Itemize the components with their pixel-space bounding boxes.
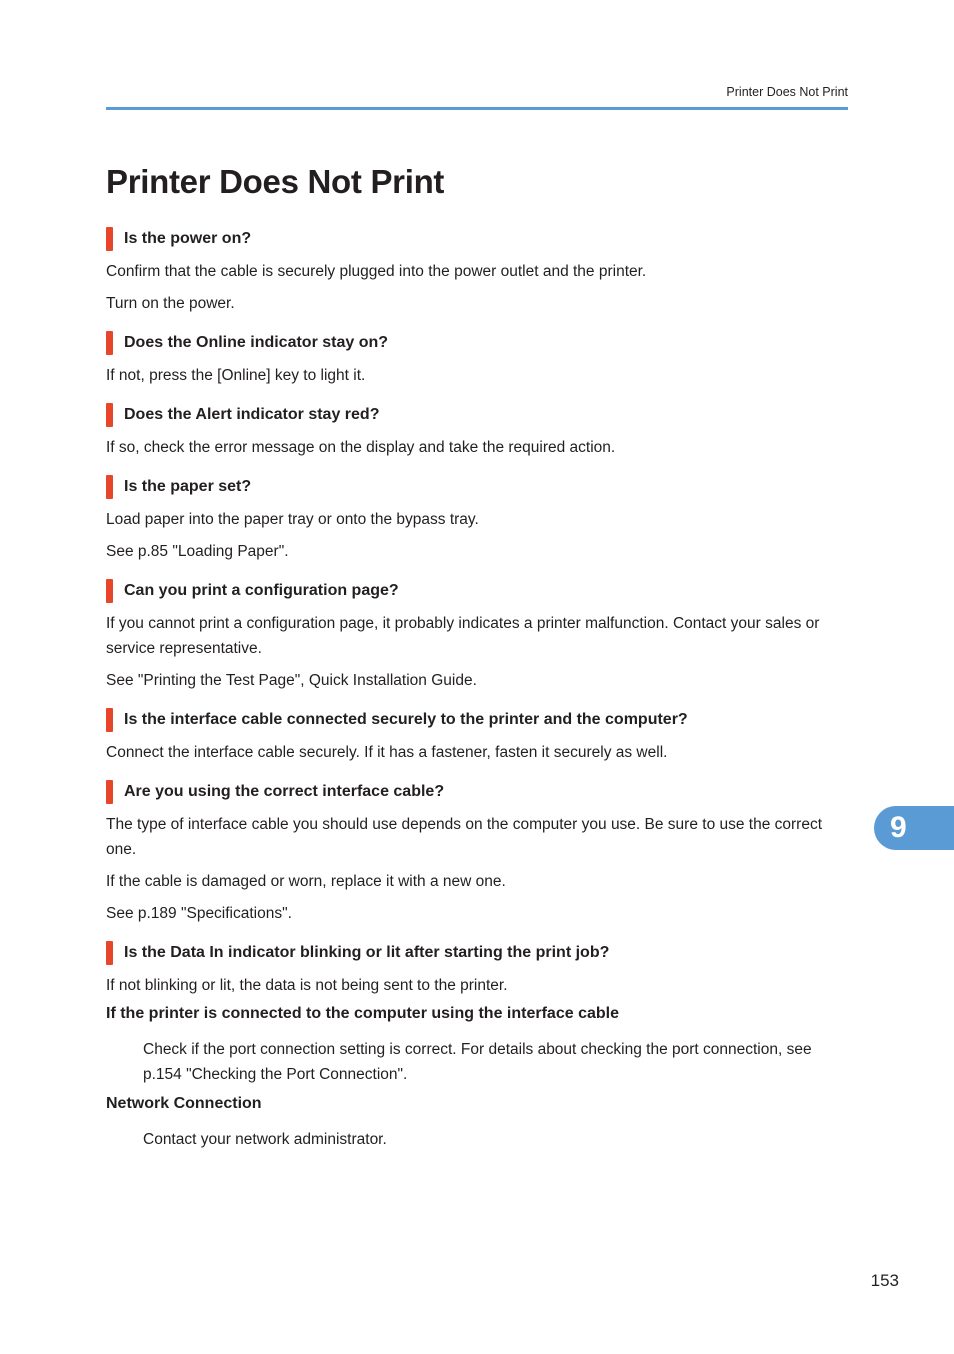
cross-reference-link[interactable]: See p.85 "Loading Paper". xyxy=(106,543,289,560)
body-text: See "Printing the Test Page", Quick Installation Guide. xyxy=(106,672,477,689)
chapter-tab: 9 xyxy=(874,806,954,850)
page-title: Printer Does Not Print xyxy=(106,163,445,200)
running-header: Printer Does Not Print xyxy=(726,85,848,99)
subsection-heading: If the printer is connected to the computer using the interface cable xyxy=(106,1005,619,1022)
question-text: Is the paper set? xyxy=(124,478,252,495)
section-marker-icon xyxy=(106,475,113,499)
body-text: Confirm that the cable is securely plugged into the power outlet and the printer. xyxy=(106,263,647,280)
question-text: Are you using the correct interface cable? xyxy=(124,783,445,800)
body-text: If so, check the error message on the display and take the required action. xyxy=(106,439,616,456)
section-marker-icon xyxy=(106,403,113,427)
header-rule xyxy=(106,107,848,110)
body-text: If you cannot print a configuration page, it probably indicates a printer malfunction. Contact your sales or service representative. xyxy=(106,615,820,657)
question-heading xyxy=(106,708,688,732)
section-marker-icon xyxy=(106,780,113,804)
question-heading xyxy=(106,331,388,355)
section-marker-icon xyxy=(106,331,113,355)
body-text: The type of interface cable you should use depends on the computer you use. Be sure to use the correct one. xyxy=(106,816,823,858)
question-heading xyxy=(106,227,251,251)
body-text: Load paper into the paper tray or onto the bypass tray. xyxy=(106,511,479,528)
question-text: Does the Online indicator stay on? xyxy=(124,334,389,351)
question-heading xyxy=(106,403,379,427)
body-text: If the cable is damaged or worn, replace it with a new one. xyxy=(106,873,506,890)
section-marker-icon xyxy=(106,579,113,603)
question-heading xyxy=(106,579,399,603)
body-text: Turn on the power. xyxy=(106,295,235,312)
body-text: If not blinking or lit, the data is not being sent to the printer. xyxy=(106,977,508,994)
section-marker-icon xyxy=(106,227,113,251)
body-text: If not, press the [Online] key to light it. xyxy=(106,367,366,384)
section-marker-icon xyxy=(106,708,113,732)
question-text: Can you print a configuration page? xyxy=(124,582,399,599)
body-text: Connect the interface cable securely. If it has a fastener, fasten it securely as well. xyxy=(106,744,668,761)
question-text: Is the power on? xyxy=(124,230,252,247)
question-text: Is the interface cable connected securely to the printer and the computer? xyxy=(124,711,688,728)
page-number: 153 xyxy=(870,1271,899,1290)
subsection-heading: Network Connection xyxy=(106,1095,262,1112)
section-marker-icon xyxy=(106,941,113,965)
question-text: Does the Alert indicator stay red? xyxy=(124,406,380,423)
cross-reference-link[interactable]: Check if the port connection setting is correct. For details about checking the port connection, see p.154 "Checking the Port Connection". xyxy=(143,1041,812,1083)
question-heading xyxy=(106,941,609,965)
question-heading xyxy=(106,475,251,499)
body-text: Contact your network administrator. xyxy=(143,1131,387,1148)
question-heading xyxy=(106,780,444,804)
cross-reference-link[interactable]: See p.189 "Specifications". xyxy=(106,905,292,922)
question-text: Is the Data In indicator blinking or lit after starting the print job? xyxy=(124,944,610,961)
